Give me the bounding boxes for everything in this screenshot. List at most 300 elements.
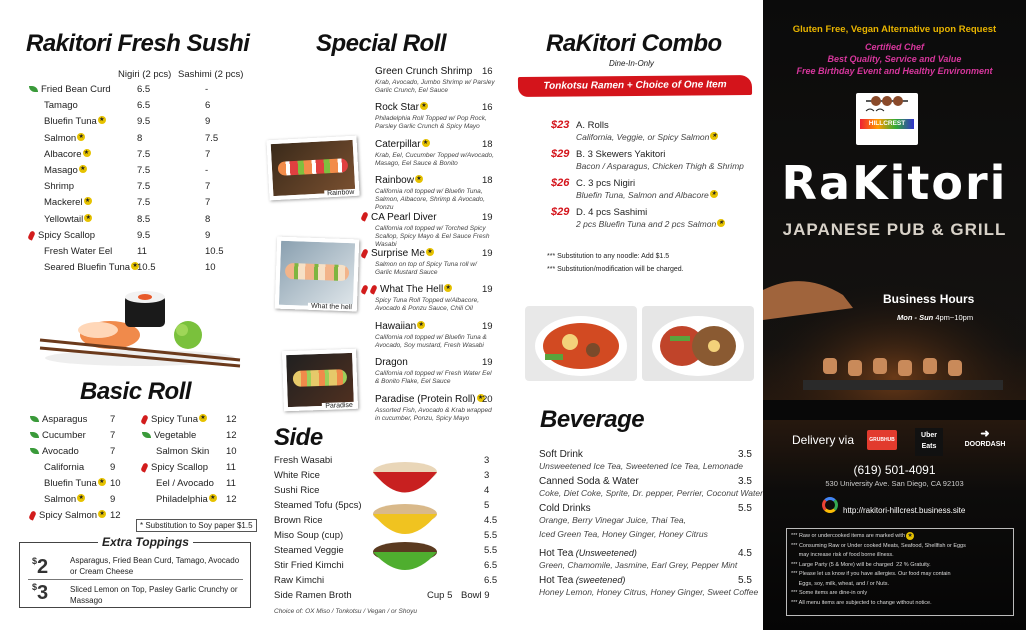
beverage-name — [539, 548, 637, 559]
basic-roll-name — [44, 494, 85, 505]
special-roll-price: 18 — [482, 175, 493, 187]
vegan-leaf-icon — [30, 448, 39, 454]
basic-roll-label: Cucumber — [42, 430, 86, 441]
sushi-item-label: Shrimp — [44, 181, 75, 193]
raw-item-star-icon: ★ — [210, 495, 216, 501]
notes-box — [786, 528, 1014, 616]
combo-item-name — [576, 120, 609, 131]
nigiri-price: 9.5 — [137, 229, 151, 241]
basic-roll-label: Philadelphia — [156, 494, 208, 505]
special-roll-label: Caterpillar — [375, 138, 421, 150]
ubereats-badge[interactable] — [915, 428, 943, 456]
raw-item-star-icon: ★ — [99, 479, 105, 485]
sashimi-price: 10.5 — [205, 246, 224, 257]
note-text: *** Some items are dine-in only — [791, 590, 868, 596]
note-line — [791, 589, 1009, 599]
raw-item-star-icon: ★ — [80, 166, 86, 172]
beverage-desc: Iced Green Tea, Honey Ginger, Honey Citrus — [539, 529, 708, 539]
phone[interactable]: (619) 501-4091 — [853, 463, 936, 477]
sushi-item-label: Fresh Water Eel — [44, 246, 113, 257]
beverage-desc: Honey Lemon, Honey Citrus, Honey Ginger, Sweet Coffee — [539, 587, 759, 597]
side-item-name: White Rice — [274, 470, 320, 481]
combo-item-desc — [576, 190, 718, 200]
combo-item-desc — [576, 219, 725, 229]
sushi-item-label: Salmon — [44, 132, 77, 144]
sashimi-header: Sashimi (2 pcs) — [178, 69, 244, 80]
paradise-caption: Paradise — [322, 402, 356, 410]
nigiri-price: 8.5 — [137, 213, 151, 225]
topping-divider — [28, 579, 243, 580]
side-title: Side — [274, 424, 323, 451]
combo-item-label: B. 3 Skewers Yakitori — [576, 149, 666, 160]
special-roll-price: 16 — [482, 66, 493, 77]
combo-title: RaKitori Combo — [546, 30, 722, 57]
grill-image — [763, 250, 1026, 420]
beverage-tag: (Unsweetened) — [573, 548, 637, 558]
side-item-price: 6.5 — [484, 560, 498, 571]
special-roll-price: 19 — [482, 248, 493, 259]
side-item-price: 6.5 — [484, 575, 498, 586]
beverage-label: Hot Tea — [539, 575, 574, 586]
birthday-line: Free Birthday Event and Healthy Environment — [796, 66, 993, 76]
spicy-pepper-icon — [28, 510, 36, 520]
sushi-item-label: Tamago — [44, 100, 78, 112]
special-roll-price: 18 — [482, 138, 493, 150]
special-roll-desc: Assorted Fish, Avocado & Krab wrapped in cucumber, Ponzu, Spicy Mayo — [375, 406, 492, 422]
ramen-note: Choice of: OX Miso / Tonkotsu / Vegan / or Shoyu — [274, 608, 417, 615]
basic-roll-label: Vegetable — [154, 430, 197, 441]
raw-item-star-icon: ★ — [427, 249, 433, 255]
what-the-hell-photo — [275, 237, 359, 312]
sushi-item-name — [44, 149, 91, 160]
vegan-leaf-icon — [29, 86, 38, 92]
special-roll-label: Rainbow — [375, 175, 414, 187]
basic-roll-name — [30, 414, 87, 425]
basic-roll-name — [44, 462, 84, 473]
beverage-desc: Green, Chamomile, Jasmine, Earl Grey, Pepper Mint — [539, 560, 738, 570]
sushi-item-name — [44, 246, 112, 257]
note-text: *** Raw or undercooked items are marked with — [791, 533, 906, 539]
certified-chef: Certified Chef — [864, 42, 924, 52]
combo-note-2: *** Substitution/modification will be charged. — [547, 266, 684, 273]
sashimi-price: 7.5 — [205, 132, 219, 144]
beverage-name — [539, 503, 591, 514]
nigiri-price: 10.5 — [137, 262, 156, 274]
note-line — [791, 580, 1009, 590]
special-roll-desc: Krab, Avocado, Jumbo Shrimp w/ Parsley Garlic Crunch, Eel Sauce — [375, 79, 495, 94]
sushi-item-name — [44, 262, 139, 273]
special-roll-desc: Salmon on top of Spicy Tuna roll w/ Garlic Mustard Sauce — [375, 261, 477, 276]
hours-days: Mon - Sun — [897, 313, 934, 322]
note-line — [791, 542, 1009, 552]
combo-item-name — [576, 207, 647, 218]
basic-roll-name — [30, 446, 79, 457]
combo-item-desc — [576, 161, 744, 171]
sushi-item-label: Masago — [44, 165, 78, 176]
grubhub-badge[interactable] — [867, 430, 897, 450]
sashimi-price: 10 — [205, 262, 216, 274]
rainbow-caption: Rainbow — [324, 189, 358, 198]
sashimi-price: 6 — [205, 100, 211, 112]
basic-roll-label: Spicy Salmon — [39, 510, 98, 521]
topping-text-2: Asparagus, Fried Bean Curd, Tamago, Avocado or Cream Cheese — [70, 556, 240, 576]
soy-note: * Substitution to Soy paper $1.5 — [136, 519, 257, 532]
sashimi-price: - — [205, 165, 209, 176]
basic-roll-price: 12 — [226, 430, 237, 441]
basic-roll-label: Eel / Avocado — [156, 478, 214, 489]
special-roll-desc: California roll topped w/ Bluefin Tuna & Avocado, Soy mustard, Fresh Wasabi — [375, 333, 487, 349]
sushi-item-name — [44, 133, 85, 144]
raw-item-star-icon: ★ — [422, 139, 429, 146]
special-roll-name — [375, 357, 408, 368]
special-roll-price: 16 — [482, 102, 493, 114]
nigiri-price: 7.5 — [137, 165, 151, 176]
sushi-item-label: Spicy Scallop — [38, 229, 96, 241]
special-roll-label: Green Crunch Shrimp — [375, 66, 473, 77]
sushi-item-name — [44, 214, 92, 225]
address: 530 University Ave. San Diego, CA 92103 — [825, 479, 964, 488]
special-roll-name — [375, 394, 485, 405]
beverage-price: 4.5 — [738, 548, 752, 559]
spicy-pepper-icon — [369, 285, 377, 295]
sushi-item-name — [44, 197, 92, 208]
sushi-item-name — [44, 116, 106, 127]
basic-roll-price: 12 — [110, 510, 121, 521]
side-item-name: Steamed Veggie — [274, 545, 344, 556]
raw-item-star-icon: ★ — [421, 103, 427, 110]
special-roll-title: Special Roll — [316, 30, 447, 57]
nigiri-price: 6.5 — [137, 84, 151, 95]
special-roll-desc: California roll topped w/ Bluefin Tuna, Salmon, Albacore, Shrimp & Avocado, Ponzu — [375, 188, 485, 212]
sashimi-price: 9 — [205, 116, 211, 128]
raw-item-star-icon: ★ — [416, 176, 422, 183]
basic-roll-name — [156, 478, 214, 489]
beverage-desc: Orange, Berry Vinegar Juice, Thai Tea, — [539, 515, 686, 525]
side-item-name: Stir Fried Kimchi — [274, 560, 344, 571]
side-item-price: 5.5 — [484, 530, 498, 541]
raw-item-star-icon: ★ — [78, 133, 84, 140]
delivery-label: Delivery via — [792, 433, 855, 447]
sushi-item-label: Albacore — [44, 148, 82, 160]
basic-roll-name — [142, 430, 196, 441]
note-text: *** Please let us know if you have allergies. Our food may contain — [791, 571, 951, 577]
basic-roll-name — [142, 414, 207, 425]
beverage-tag: (sweetened) — [573, 575, 626, 585]
sushi-item-label: Yellowtail — [44, 213, 84, 225]
raw-item-star-icon: ★ — [99, 117, 105, 124]
side-item-name: Brown Rice — [274, 515, 323, 526]
combo-price: $29 — [551, 148, 570, 160]
combo-banner-text: Tonkotsu Ramen + Choice of One Item — [543, 79, 727, 92]
special-roll-desc: Krab, Eel, Cucumber Topped w/Avocado, Masago, Eel Sauce & Bonito — [375, 151, 494, 167]
sashimi-price: 7 — [205, 148, 211, 160]
side-item-name: Miso Soup (cup) — [274, 530, 344, 541]
basic-roll-name — [142, 462, 208, 473]
beverage-name — [539, 476, 639, 487]
sushi-title: Rakitori Fresh Sushi — [26, 30, 250, 57]
side-item-price: 5 — [484, 500, 490, 511]
side-item-price: 3 — [484, 455, 490, 466]
spicy-pepper-icon — [360, 212, 368, 222]
beverage-label: Soft Drink — [539, 449, 583, 460]
special-roll-name — [375, 321, 425, 332]
topping-price-2: $2 — [32, 556, 49, 578]
spicy-pepper-icon — [140, 462, 148, 472]
spicy-pepper-icon — [140, 414, 148, 424]
special-roll-price: 20 — [482, 393, 493, 405]
side-item-price: 5.5 — [484, 545, 498, 556]
hillcrest-logo — [856, 93, 918, 145]
beverage-label: Hot Tea — [539, 548, 574, 559]
spicy-pepper-icon — [360, 285, 368, 295]
spicy-pepper-icon — [27, 230, 35, 240]
ramen-bowl-price: Bowl 9 — [461, 590, 490, 601]
beverage-label: Cold Drinks — [539, 503, 591, 514]
basic-roll-price: 9 — [110, 462, 116, 473]
toppings-box — [19, 535, 251, 608]
hours-time: 4pm~10pm — [935, 313, 974, 322]
raw-item-star-icon: ★ — [85, 214, 91, 221]
nigiri-header: Nigiri (2 pcs) — [118, 69, 172, 80]
sushi-item-name — [29, 84, 111, 95]
vegan-leaf-icon — [30, 416, 39, 422]
sushi-item-name — [44, 100, 78, 111]
paradise-photo — [282, 349, 358, 412]
sashimi-price: 7 — [205, 181, 211, 193]
raw-item-star-icon: ★ — [418, 321, 424, 328]
basic-roll-name — [156, 446, 209, 457]
basic-roll-label: California — [44, 462, 85, 473]
note-text: Eggs, soy, milk, wheat, and / or Nuts. — [791, 580, 890, 587]
ubereats-label: Uber Eats — [921, 432, 937, 450]
sashimi-price: 9 — [205, 229, 211, 241]
special-roll-label: What The Hell — [380, 284, 444, 296]
sushi-item-label: Mackerel — [44, 197, 83, 209]
raw-item-star-icon: ★ — [718, 220, 724, 226]
basic-roll-price: 11 — [226, 462, 236, 473]
basic-roll-label: Bluefin Tuna — [44, 478, 97, 489]
raw-item-star-icon: ★ — [78, 495, 84, 501]
beverage-desc: Coke, Diet Coke, Sprite, Dr. pepper, Perrier, Coconut Water — [539, 488, 763, 498]
note-text: *** Large Party (5 & More) will be charged 22 % Gratuity. — [791, 561, 931, 568]
basic-roll-title: Basic Roll — [80, 378, 192, 405]
special-roll-desc: California roll topped w/ Torched Spicy Scallop, Spicy Mayo & Eel Sauce Fresh Wasabi — [375, 224, 490, 248]
special-roll-price: 19 — [482, 357, 493, 369]
beverage-name — [539, 449, 583, 460]
ramen-broth-name: Side Ramen Broth — [274, 590, 352, 601]
sushi-item-label: Fried Bean Curd — [41, 84, 111, 95]
special-roll-name — [362, 212, 437, 223]
note-line — [791, 599, 1009, 609]
topping-price-3: $3 — [32, 582, 49, 604]
side-item-name: Sushi Rice — [274, 485, 320, 496]
doordash-icon: ➜ — [980, 428, 990, 440]
special-roll-price: 19 — [482, 284, 493, 296]
raw-item-star-icon: ★ — [132, 263, 138, 270]
basic-roll-label: Salmon Skin — [156, 446, 210, 457]
beverage-price: 5.5 — [738, 503, 752, 514]
note-line — [791, 532, 1009, 542]
brand-name: RaKitori — [781, 156, 1008, 210]
combo-item-label: D. 4 pcs Sashimi — [576, 207, 648, 218]
hours-title: Business Hours — [883, 292, 975, 306]
special-roll-name — [375, 175, 423, 186]
special-roll-label: Hawaiian — [375, 320, 417, 332]
combo-item-desc — [576, 132, 718, 142]
special-roll-name — [375, 66, 472, 77]
ramen-photo-1 — [525, 306, 637, 381]
side-item-name: Raw Kimchi — [274, 575, 325, 586]
beverage-name — [539, 575, 625, 586]
raw-item-star-icon: ★ — [84, 198, 91, 205]
special-roll-label: Paradise (Protein Roll) — [375, 393, 476, 405]
combo-item-name — [576, 149, 665, 160]
ramen-cup-price: Cup 5 — [427, 590, 453, 601]
doordash-label: DOORDASH — [964, 441, 1006, 448]
basic-roll-label: Avocado — [42, 446, 79, 457]
note-line — [791, 551, 1009, 561]
nigiri-price: 7.5 — [137, 148, 151, 160]
raw-item-star-icon: ★ — [711, 133, 718, 139]
basic-roll-name — [30, 510, 106, 521]
side-item-name: Fresh Wasabi — [274, 455, 333, 466]
combo-item-label: C. 3 pcs Nigiri — [576, 178, 636, 189]
special-roll-name — [362, 284, 452, 295]
raw-item-star-icon: ★ — [477, 394, 484, 401]
combo-desc-text: California, Veggie, or Spicy Salmon — [576, 132, 710, 142]
raw-item-star-icon: ★ — [711, 191, 717, 197]
rice-bowls-image — [370, 458, 440, 586]
google-icon — [822, 497, 838, 513]
ramen-photo-2 — [642, 306, 754, 381]
toppings-title: Extra Toppings — [98, 535, 193, 549]
sushi-item-name — [44, 181, 74, 192]
nigiri-price: 7.5 — [137, 197, 151, 209]
sushi-item-label: Bluefin Tuna — [44, 116, 97, 128]
sushi-image — [30, 280, 250, 375]
combo-item-name — [576, 178, 635, 189]
combo-price: $29 — [551, 206, 570, 218]
basic-roll-price: 12 — [226, 494, 237, 505]
special-roll-label: Surprise Me — [371, 248, 425, 259]
note-text: may increase risk of food borne illness. — [791, 552, 894, 558]
beverage-label: Canned Soda & Water — [539, 476, 639, 487]
basic-roll-price: 12 — [226, 414, 237, 425]
basic-roll-price: 7 — [110, 414, 116, 425]
special-roll-label: Rock Star — [375, 102, 419, 114]
side-item-price: 4.5 — [484, 515, 498, 526]
basic-roll-price: 11 — [226, 478, 236, 489]
brand-panel — [763, 0, 1026, 630]
vegan-leaf-icon — [30, 432, 39, 438]
special-roll-price: 19 — [482, 211, 493, 223]
basic-roll-name — [156, 494, 217, 505]
sushi-item-name — [44, 165, 87, 176]
tagline: Gluten Free, Vegan Alternative upon Request — [792, 24, 997, 35]
special-roll-name — [375, 139, 430, 150]
combo-price: $23 — [551, 119, 570, 131]
notes-list — [787, 529, 1013, 611]
special-roll-price: 19 — [482, 320, 493, 332]
sashimi-price: 8 — [205, 213, 211, 225]
nigiri-price: 9.5 — [137, 116, 151, 128]
basic-roll-price: 7 — [110, 446, 116, 457]
nigiri-price: 8 — [137, 132, 143, 144]
combo-item-label: A. Rolls — [576, 120, 609, 131]
website[interactable]: http://rakitori-hillcrest.business.site — [843, 506, 966, 515]
special-roll-desc: Spicy Tuna Roll Topped w/Albacore, Avocado & Ponzu Sauce, Chili Oil — [375, 297, 480, 313]
what-the-hell-caption: What the hell — [308, 303, 355, 312]
side-item-name: Steamed Tofu (5pcs) — [274, 500, 362, 511]
spicy-pepper-icon — [360, 248, 368, 258]
sushi-item-name — [29, 230, 95, 241]
combo-desc-text: 2 pcs Bluefin Tuna and 2 pcs Salmon — [576, 219, 717, 229]
special-roll-label: Dragon — [375, 357, 408, 369]
beverage-price: 5.5 — [738, 575, 752, 586]
hours-text — [897, 313, 973, 322]
special-roll-desc: Philadelphia Roll Topped w/ Pop Rock, Parsley Garlic Crunch & Spicy Mayo — [375, 115, 487, 131]
basic-roll-price: 7 — [110, 430, 116, 441]
raw-item-star-icon: ★ — [907, 533, 913, 539]
basic-roll-name — [44, 478, 106, 489]
vegan-leaf-icon — [142, 432, 151, 438]
sashimi-price: - — [205, 84, 209, 95]
special-roll-desc: California roll topped w/ Fresh Water Eel & Bonito Flake, Eel Sauce — [375, 370, 492, 386]
nigiri-price: 6.5 — [137, 100, 151, 112]
beverage-price: 3.5 — [738, 449, 752, 460]
combo-note-1: *** Substitution to any noodle: Add $1.5 — [547, 253, 670, 260]
rainbow-photo — [266, 136, 359, 201]
grubhub-label: GRUBHUB — [869, 437, 895, 443]
note-text: *** All menu items are subjected to change without notice. — [791, 599, 932, 606]
basic-roll-label: Spicy Tuna — [151, 414, 198, 425]
double-pepper-icon — [362, 284, 380, 295]
combo-price: $26 — [551, 177, 570, 189]
beverage-price: 3.5 — [738, 476, 752, 487]
basic-roll-price: 9 — [110, 494, 116, 505]
raw-item-star-icon: ★ — [99, 511, 105, 517]
beverage-title: Beverage — [540, 406, 645, 433]
note-text: *** Consuming Raw or Under cooked Meats, Seafood, Shellfish or Eggs — [791, 542, 966, 549]
doordash-badge[interactable] — [957, 428, 1013, 456]
basic-roll-price: 10 — [110, 478, 121, 489]
sushi-item-label: Seared Bluefin Tuna — [44, 262, 131, 274]
note-line — [791, 570, 1009, 580]
beverage-desc: Unsweetened Ice Tea, Sweetened Ice Tea, Lemonade — [539, 461, 743, 471]
combo-desc-text: Bluefin Tuna, Salmon and Albacore — [576, 190, 709, 200]
combo-banner — [518, 75, 752, 97]
quality-line: Best Quality, Service and Value — [827, 54, 962, 64]
raw-item-star-icon: ★ — [445, 285, 451, 292]
combo-desc-text: Bacon / Asparagus, Chicken Thigh & Shrimp — [576, 161, 744, 171]
note-line — [791, 561, 1009, 571]
brand-subtitle: JAPANESE PUB & GRILL — [782, 220, 1007, 239]
special-roll-name — [362, 248, 434, 259]
sashimi-price: 7 — [205, 197, 211, 209]
side-item-price: 4 — [484, 485, 490, 496]
raw-item-star-icon: ★ — [83, 149, 90, 156]
basic-roll-label: Spicy Scallop — [151, 462, 209, 473]
basic-roll-price: 10 — [226, 446, 237, 457]
basic-roll-label: Asparagus — [42, 414, 88, 425]
raw-item-star-icon: ★ — [200, 415, 206, 421]
side-item-price: 3 — [484, 470, 490, 481]
special-roll-name — [375, 102, 428, 113]
special-roll-label: CA Pearl Diver — [371, 211, 437, 223]
logo-text: HILLCREST — [868, 120, 906, 127]
basic-roll-label: Salmon — [44, 494, 77, 505]
nigiri-price: 7.5 — [137, 181, 151, 193]
